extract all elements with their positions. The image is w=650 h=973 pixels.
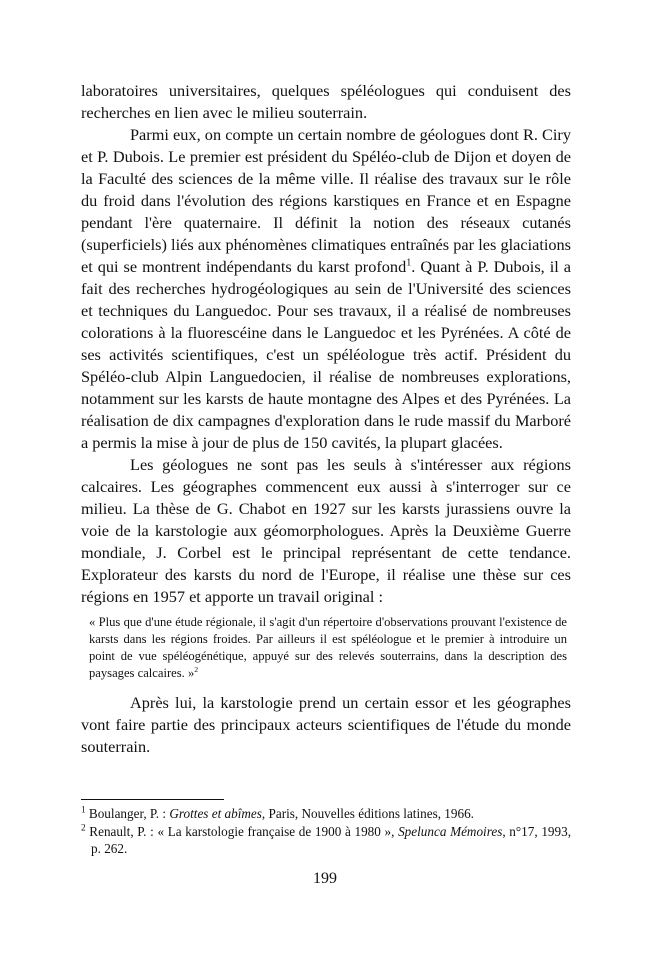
footnotes (81, 805, 571, 858)
paragraph-1: laboratoires universitaires, quelques spéléologues qui conduisent des recherches en lien avec le milieu souterrain. (81, 81, 571, 122)
footnote-text: Boulanger, P. : (88, 806, 170, 821)
footnote-text: , n°17, 1993, p. 262. (91, 824, 571, 856)
paragraph-2-part-a: Parmi eux, on compte un certain nombre de géologues dont R. Ciry et P. Dubois. Le premier est président du Spéléo-club de Dijon et doyen de la Faculté des sciences de la même ville. Il réalise des travaux sur le rôle du froid dans l'évolution des régions karstiques en France et en Espagne pendant l'ère quaternaire. Il définit la notion des réseaux cutanés (superficiels) liés aux phénomènes climatiques entraînés par les glaciations et qui se montrent indépendants du karst profond (81, 125, 571, 276)
footnote-title: Spelunca Mémoires (398, 824, 503, 839)
page-number: 199 (313, 870, 337, 887)
footnote-separator (81, 799, 224, 800)
footnote-2 (81, 823, 571, 857)
footnote-ref-1: 1 (406, 257, 412, 269)
main-text (81, 80, 571, 758)
footnote-title: Grottes et abîmes (169, 806, 262, 821)
footnote-text: , Paris, Nouvelles éditions latines, 1966. (261, 806, 474, 821)
paragraph-3: Les géologues ne sont pas les seuls à s'intéresser aux régions calcaires. Les géographes commencent eux aussi à s'interroger sur ce milieu. La thèse de G. Chabot en 1927 sur les karsts jurassiens ouvre la voie de la karstologie aux géomorphologues. Après la Deuxième Guerre mondiale, J. Corbel est le principal représentant de cette tendance. Explorateur des karsts du nord de l'Europe, il réalise une thèse sur ces régions en 1957 et apporte un travail original : (81, 455, 571, 606)
footnote-text: Renault, P. : « La karstologie française de 1900 à 1980 », (89, 824, 399, 839)
paragraph-2 (81, 124, 571, 454)
block-quote (81, 614, 571, 682)
footnote-number: 1 (81, 804, 86, 815)
footnote-ref-2: 2 (194, 664, 199, 674)
quote-text: « Plus que d'une étude régionale, il s'agit d'un répertoire d'observations prouvant l'existence de karsts dans les régions froides. Par ailleurs il est spéléologue et le premier à introduire un point de vue spéléogénétique, appuyé sur des relevés souterrains, dans la description des paysages calcaires. » (89, 615, 567, 680)
paragraph-2-part-b: . Quant à P. Dubois, il a fait des recherches hydrogéologiques au sein de l'Université des sciences et techniques du Languedoc. Pour ses travaux, il a réalisé de nombreuses colorations à la fluorescéine dans le Languedoc et les Pyrénées. A côté de ses activités scientifiques, c'est un spéléologue très actif. Président du Spéléo-club Alpin Languedocien, il réalise de nombreuses explorations, notamment sur les karsts de haute montagne des Alpes et des Pyrénées. La réalisation de dix campagnes d'exploration dans le rude massif du Marboré a permis la mise à jour de plus de 150 cavités, la plupart glacées. (81, 257, 571, 452)
footnote-1 (81, 805, 571, 822)
footnote-number: 2 (81, 822, 86, 833)
paragraph-4: Après lui, la karstologie prend un certain essor et les géographes vont faire partie des principaux acteurs scientifiques de l'étude du monde souterrain. (81, 693, 571, 756)
